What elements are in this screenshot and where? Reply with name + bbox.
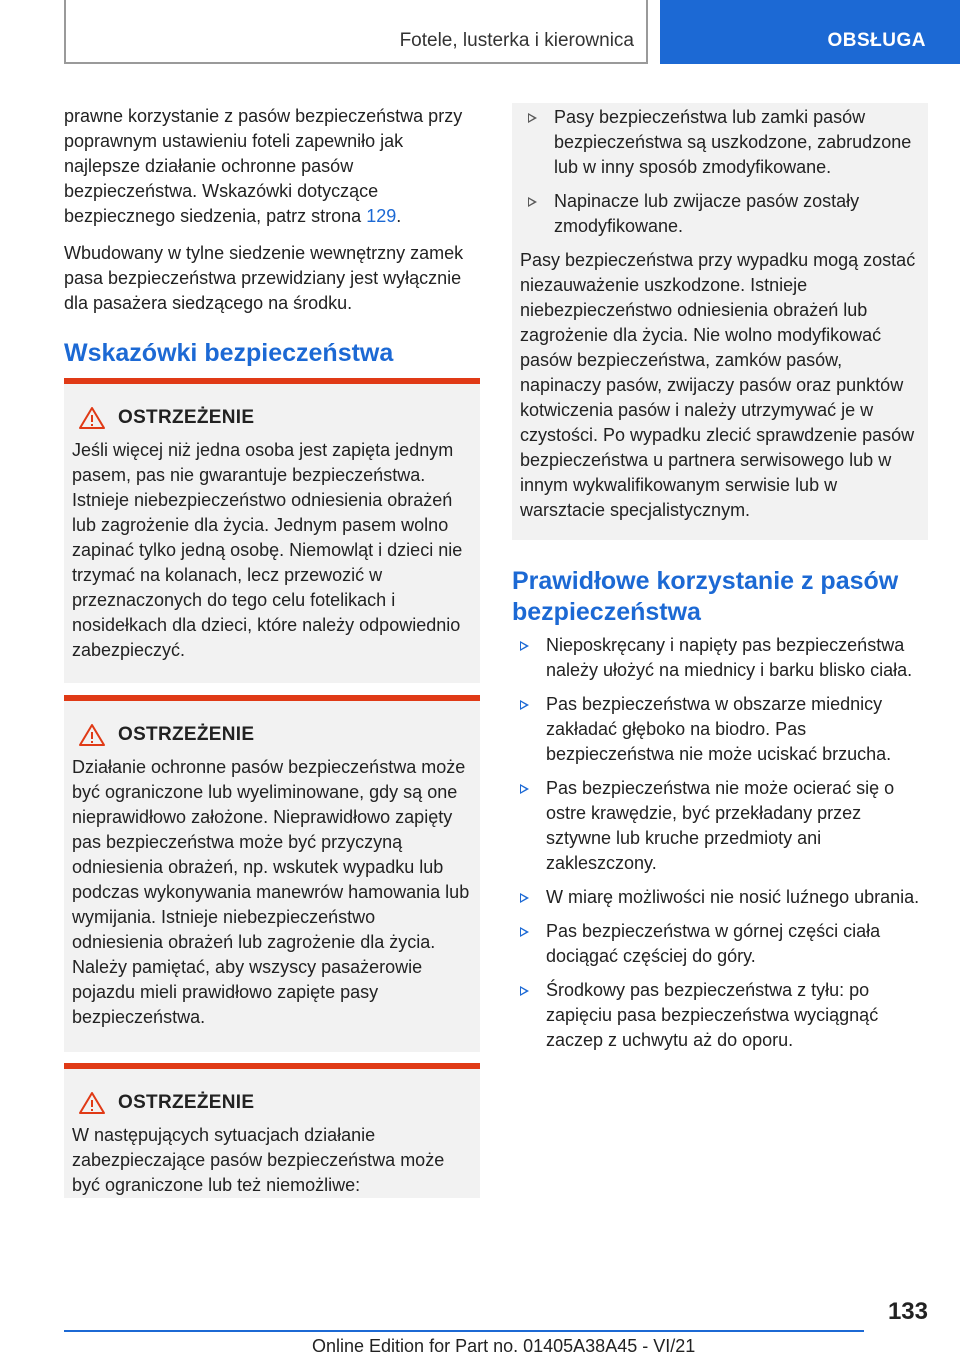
- section-heading-safety: Wskazówki bezpieczeństwa: [64, 339, 394, 367]
- correct-use-bullet-list: [512, 633, 928, 1053]
- section-title: Fotele, lusterka i kierownica: [399, 30, 634, 51]
- triangle-bullet-icon: [528, 113, 537, 123]
- warning-triangle-icon: [78, 723, 106, 747]
- warning-box-1: [64, 378, 480, 683]
- list-item: Środkowy pas bezpieczeństwa z tyłu: po zapięciu pasa bezpieczeństwa wyciągnąć zaczep z uchwytu aż do oporu.: [512, 978, 928, 1053]
- page-link-129[interactable]: 129: [366, 206, 397, 226]
- footer-divider: [64, 1330, 864, 1332]
- warning-continuation-text: Pasy bezpieczeństwa przy wypadku mogą zostać niezauważenie uszkodzone. Istnieje niebezpieczeństwo odniesienia obrażeń lub zagrożenie dla życia. Nie wolno modyfikować pasów bezpieczeństwa, zamków pasów, napinaczy pasów, zwijaczy pasów oraz punktów kotwiczenia pasów i należy utrzymywać je w czystości. Po wypadku zlecić sprawdzenie pasów bezpieczeństwa u partnera serwisowego lub w innym wykwalifikowanym serwisie lub w warsztacie specjalistycznym.: [520, 250, 916, 520]
- warning-title: OSTRZEŻENIE: [118, 407, 255, 428]
- tab-obsluga[interactable]: [660, 0, 960, 64]
- warning-continuation-box: [512, 103, 928, 540]
- warning-box-3: [64, 1063, 480, 1198]
- list-item: Pasy bezpieczeństwa lub zamki pasów bezpieczeństwa są uszkodzone, zabrudzone lub w inny sposób zmodyfikowane.: [520, 105, 922, 180]
- triangle-bullet-icon: [520, 641, 529, 651]
- section-heading-correct-use: Prawidłowe korzystanie z pasów bezpieczeństwa: [512, 567, 899, 626]
- warning-box-2: [64, 695, 480, 1052]
- page-number: 133: [887, 1298, 928, 1325]
- left-intro: [64, 104, 480, 328]
- list-item: W miarę możliwości nie nosić luźnego ubrania.: [512, 885, 928, 910]
- triangle-bullet-icon: [528, 197, 537, 207]
- triangle-bullet-icon: [520, 784, 529, 794]
- list-item: Nieposkręcany i napięty pas bezpieczeństwa należy ułożyć na miednicy i barku blisko ciała.: [512, 633, 928, 683]
- footer-edition: Online Edition for Part no. 01405A38A45 - VI/21: [312, 1336, 696, 1356]
- warning-text: Jeśli więcej niż jedna osoba jest zapięta jednym pasem, pas nie gwarantuje bezpieczeństwa. Istnieje niebezpieczeństwo odniesienia obrażeń lub zagrożenie dla życia. Jednym pasem wolno zapinać tylko jedną osobę. Niemowląt i dzieci nie trzymać na kolanach, lecz przewozić w przeznaczonych do tego celu fotelikach i nosidełkach dla dzieci, które należy odpowiednio zabezpieczyć.: [72, 440, 463, 660]
- warning-title: OSTRZEŻENIE: [118, 724, 255, 745]
- triangle-bullet-icon: [520, 927, 529, 937]
- header-section-box: [64, 0, 648, 64]
- warning-triangle-icon: [78, 406, 106, 430]
- list-item: Pas bezpieczeństwa w obszarze miednicy zakładać głęboko na biodro. Pas bezpieczeństwa nie może uciskać brzucha.: [512, 692, 928, 767]
- warning-title: OSTRZEŻENIE: [118, 1092, 255, 1113]
- triangle-bullet-icon: [520, 986, 529, 996]
- warning-bullet-list: [520, 105, 922, 239]
- intro-paragraph-1: prawne korzystanie z pasów bezpieczeństwa przy poprawnym ustawieniu foteli zapewniło jak najlepsze działanie ochronne pasów bezpieczeństwa. Wskazówki dotyczące bezpiecznego siedzenia, patrz strona 129.: [64, 106, 463, 226]
- warning-triangle-icon: [78, 1091, 106, 1115]
- list-item: Napinacze lub zwijacze pasów zostały zmodyfikowane.: [520, 189, 922, 239]
- triangle-bullet-icon: [520, 700, 529, 710]
- list-item: Pas bezpieczeństwa nie może ocierać się o ostre krawędzie, być przekładany przez sztywne lub kruche przedmioty ani zakleszczony.: [512, 776, 928, 876]
- correct-use-list-wrap: [512, 633, 928, 1062]
- intro-paragraph-2: Wbudowany w tylne siedzenie wewnętrzny zamek pasa bezpieczeństwa przewidziany jest wyłącznie dla pasażera siedzącego na środku.: [64, 243, 464, 313]
- warning-text: Działanie ochronne pasów bezpieczeństwa może być ograniczone lub wyeliminowane, gdy są one nieprawidłowo założone. Nieprawidłowo zapięty pas bezpieczeństwa może być przyczyną odniesienia obrażeń, np. wskutek wypadku lub podczas wykonywania manewrów hamowania lub wymijania. Istnieje niebezpieczeństwo odniesienia obrażeń lub zagrożenie dla życia. Należy pamiętać, aby wszyscy pasażerowie pojazdu mieli prawidłowo zapięte pasy bezpieczeństwa.: [72, 757, 470, 1027]
- triangle-bullet-icon: [520, 893, 529, 903]
- list-item: Pas bezpieczeństwa w górnej części ciała dociągać częściej do góry.: [512, 919, 928, 969]
- tab-label: OBSŁUGA: [827, 30, 926, 51]
- warning-text: W następujących sytuacjach działanie zabezpieczające pasów bezpieczeństwa może być ograniczone lub też niemożliwe:: [72, 1125, 445, 1195]
